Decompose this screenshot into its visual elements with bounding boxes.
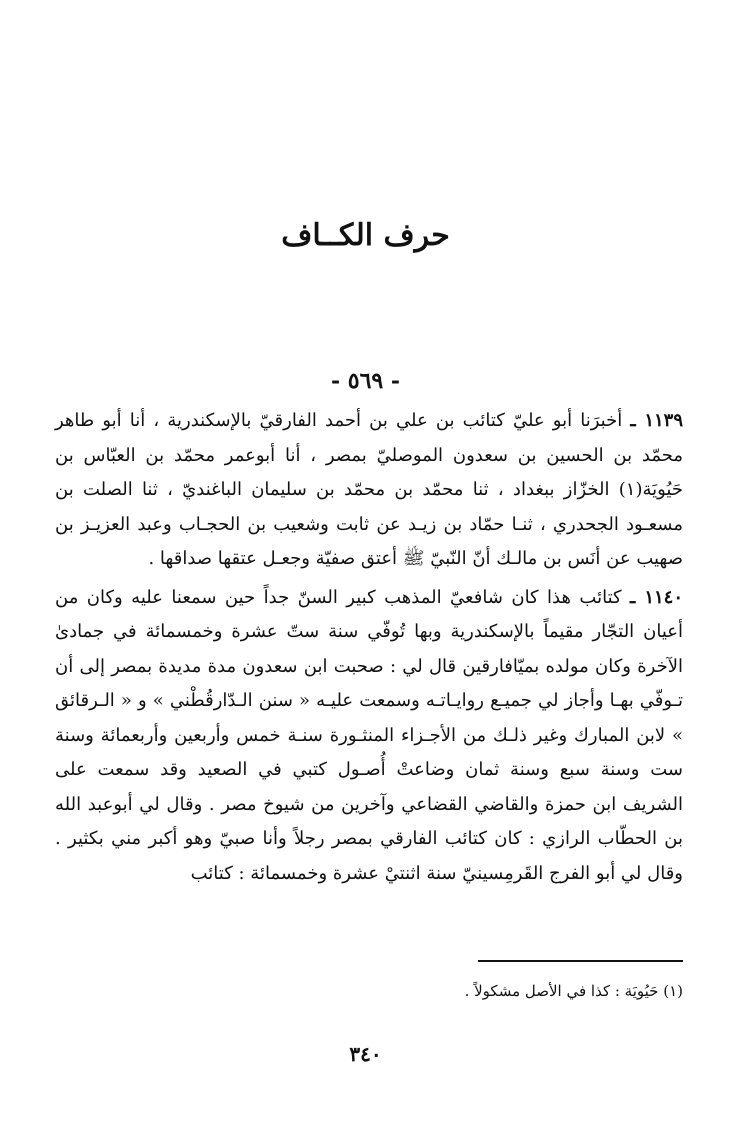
paragraph-text: كتائب هذا كان شافعيّ المذهب كبير السنّ جداً حين سمعنا عليه وكان من أعيان التجّار مقيماً بالإسكندرية وبها تُوفّي سنة ستّ عشرة وخمسمائة في جمادىٰ الآخرة وكان مولده بميّافارقين قال لي : صحبت ابن سعدون مدة مديدة بمصر إلى أن تـوفّي بهـا وأجاز لي جميـع روايـاتـه وسمعت عليـه « سنن الـدّارقُطْني » و « الـرقائق » لابن المبارك وغير ذلـك من الأجـزاء المنثـورة سنـة خمس وأربعين وأربعمائة وسنة ست وسنة سبع وسنة ثمان وضاعتْ أُصـول كتبي في الصعيد وقد سمعت على الشريف ابن حمزة والقاضي القضاعي وآخرين من شيوخ مصر . وقال لي أبوعبد الله بن الحطّاب الرازي : كان كتائب الفارقي بمصر رجلاً وأنا صبيّ وهو أكبر مني بكثير . وقال لي أبو الفرج القَرمِسينيّ سنة اثنتيْ عشرة وخمسمائة : كتائب xyxy=(55,586,683,884)
paragraph-text: أخبرَنا أبو عليّ كتائب بن علي بن أحمد الفارقيّ بالإسكندرية ، أنا أبو طاهر محمّد بن الحسين بن سعدون الموصليّ بمصر ، أنا أبوعمر محمّد بن العبّاس بن حَيُويَة(١) الخزّاز ببغداد ، ثنا محمّد بن محمّد بن سليمان الباغنديّ ، ثنا الصلت بن مسعـود الجحدري ، ثنـا حمّاد بن زيـد عن ثابت وشعيب بن الحجـاب وعبد العزيـز بن صهيب عن أنَس بن مالـك أنّ النّبيّ ﷺ أعتق صفيّة وجعـل عتقها صداقها . xyxy=(55,410,683,569)
paragraph-number: ١١٣٩ ـ xyxy=(630,410,683,431)
page-number: ٣٤٠ xyxy=(349,1042,382,1066)
paragraph-1139 xyxy=(55,404,683,577)
footnote: (١) حَيُويَة : كذا في الأصل مشكولاً . xyxy=(464,982,683,1000)
body-text xyxy=(55,404,683,891)
chapter-title: حرف الكــاف xyxy=(281,218,450,253)
entry-number: - ٥٦٩ - xyxy=(330,368,401,394)
paragraph-1140 xyxy=(55,581,683,892)
paragraph-number: ١١٤٠ ـ xyxy=(630,586,683,608)
footnote-divider xyxy=(478,960,683,962)
